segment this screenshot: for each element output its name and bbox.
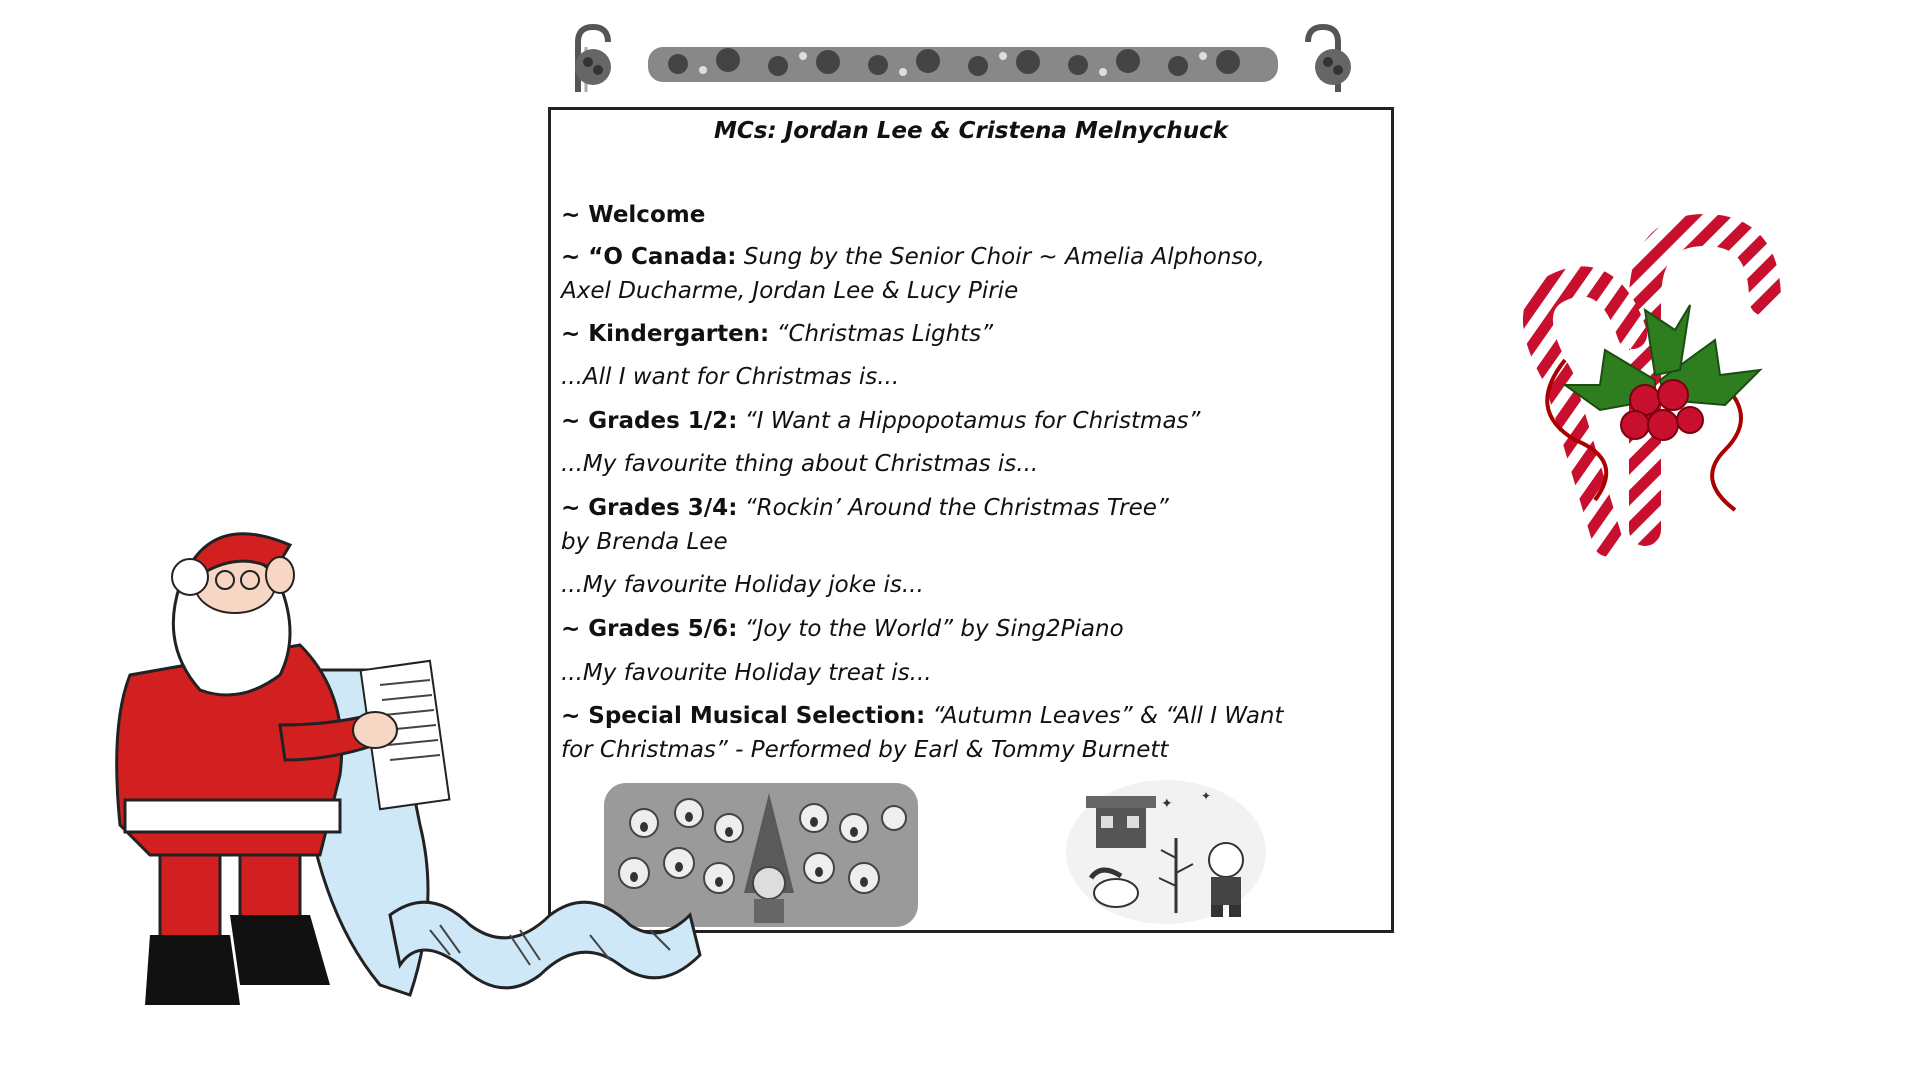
mcs-heading: MCs: Jordan Lee & Cristena Melnychuck	[714, 118, 1228, 144]
program-item-welcome: ~ Welcome	[561, 202, 706, 228]
candy-canes-holly-illustration	[1505, 210, 1805, 570]
holly-garland-border	[548, 22, 1383, 107]
program-item-grades-1-2: ~ Grades 1/2: “I Want a Hippopotamus for Christmas”	[561, 408, 1201, 434]
program-item-o-canada: ~ “O Canada: Sung by the Senior Choir ~ Amelia Alphonso, Axel Ducharme, Jordan Lee & Lucy Pirie	[561, 244, 1265, 304]
svg-text:✦: ✦	[1201, 789, 1212, 803]
program-interlude-2: ...My favourite thing about Christmas is...	[561, 451, 1039, 477]
svg-text:✦: ✦	[1161, 796, 1173, 812]
program-item-grades-3-4: ~ Grades 3/4: “Rockin’ Around the Christmas Tree” by Brenda Lee	[561, 495, 1169, 555]
charlie-brown-tree-photo	[1061, 778, 1271, 926]
program-item-grades-5-6: ~ Grades 5/6: “Joy to the World” by Sing2Piano	[561, 616, 1124, 642]
candy-cane-right-icon	[1308, 27, 1351, 92]
santa-reading-list-illustration	[90, 525, 715, 1015]
candy-cane-left-icon	[575, 27, 611, 92]
program-interlude-4: ...My favourite Holiday treat is...	[561, 660, 932, 686]
program-item-special-selection: ~ Special Musical Selection: “Autumn Leaves” & “All I Want for Christmas” - Performed by Earl & Tommy Burnett	[561, 703, 1284, 763]
program-interlude-3: ...My favourite Holiday joke is...	[561, 572, 924, 598]
program-interlude-1: ...All I want for Christmas is...	[561, 364, 900, 390]
program-item-kindergarten: ~ Kindergarten: “Christmas Lights”	[561, 321, 994, 347]
